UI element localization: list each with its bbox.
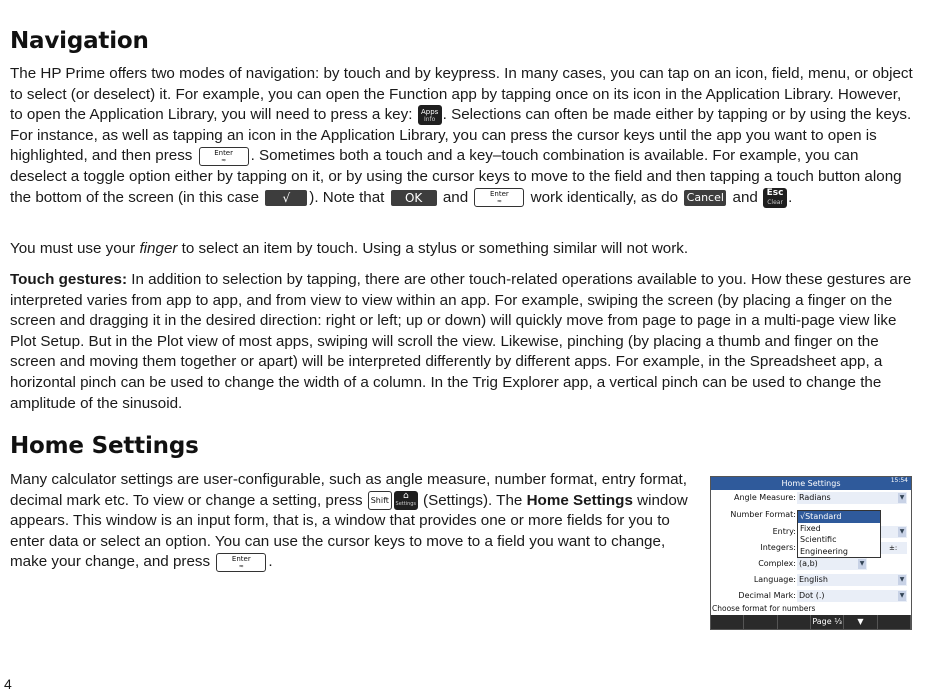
home-settings-paragraph (10, 470, 700, 573)
dropdown-arrow-icon: ▼ (899, 494, 905, 501)
check-softkey-icon: √ (265, 190, 307, 206)
text: work identically, as do (526, 188, 683, 206)
ok-softkey-icon: OK (391, 190, 437, 206)
touch-gestures-paragraph (10, 270, 915, 414)
setting-label: Complex: (758, 559, 796, 568)
screen-softkey-bar (711, 615, 911, 629)
setting-value: (a,b) (799, 559, 818, 568)
screen-help-text: Choose format for numbers (712, 604, 816, 613)
enter-key-icon: Enter ≈ (216, 553, 266, 572)
softkey (744, 615, 777, 629)
text: window appears. This window is an input form, that is, a window that provides one or more fields for you to enter data or select an option. You can use the cursor keys to move to a field you want to change, make your change, and press (10, 491, 688, 571)
navigation-paragraph-1 (10, 64, 915, 208)
setting-row-complex (711, 557, 911, 571)
bold-lead: Touch gestures: (10, 271, 128, 288)
setting-field (797, 558, 867, 570)
cancel-softkey-icon: Cancel (684, 190, 726, 206)
esc-key-icon: Esc Clear (763, 188, 787, 208)
setting-row-angle (711, 491, 911, 505)
home-key-icon: ⌂ Settings (394, 491, 418, 510)
setting-row-decimal-mark (711, 589, 911, 603)
dropdown-arrow-icon: ▼ (899, 528, 905, 535)
text: In addition to selection by tapping, there are other touch-related operations available to you. How these gestures are interpreted varies from app to app, and from view to view within an app. For example, swiping the screen (by placing a finger on the screen and dragging it in the desired direction: right or left; up or down) will quickly move from page to page in a multi-page view like Plot Setup. But in the Plot view of most apps, swiping will scroll the view. Likewise, pinching (by placing a thumb and finger on the screen and moving them together or apart) will be interpreted differently by different apps. For example, in the Spreadsheet app, a horizontal pinch can be used to change the width of a column. In the Trig Explorer app, a vertical pinch can be used to change the amplitude of the sinusoid. (10, 271, 912, 412)
text: Many calculator settings are user-configurable, such as angle measure, number format, entry format, decimal mark etc. To view or change a setting, press (10, 471, 688, 509)
setting-row-language (711, 573, 911, 587)
dropdown-arrow-icon: ▼ (859, 560, 865, 567)
setting-value: Dot (.) (799, 591, 825, 600)
text: You must use your (10, 240, 140, 257)
text: . Selections can often be made either by tapping or by using the keys. For instance, as well as tapping an icon in the Application Library, you can press the cursor keys until the app you want to open is highlighted, and then press (10, 106, 912, 165)
bold-term: Home Settings (526, 491, 633, 509)
apps-key-icon: Apps Info (418, 105, 442, 125)
softkey (878, 615, 911, 629)
softkey (778, 615, 811, 629)
text: and (728, 188, 763, 206)
setting-label: Decimal Mark: (738, 591, 796, 600)
dropdown-option: √Standard (798, 511, 880, 523)
screen-title: Home Settings (711, 477, 911, 490)
softkey-page: Page ⅓ (811, 615, 844, 629)
setting-value: Radians (799, 493, 831, 502)
text: . Sometimes both a touch and a key–touch combination is available. For example, you can deselect a toggle option either by tapping on it, or by using the cursor keys to move to the field and then tapping a touch button along the bottom of the screen (in this case (10, 147, 902, 206)
dropdown-option: Engineering (800, 546, 848, 556)
setting-value: English (799, 575, 828, 584)
dropdown-arrow-icon: ▼ (899, 592, 905, 599)
setting-label: Integers: (760, 543, 796, 552)
softkey (711, 615, 744, 629)
text: The HP Prime offers two modes of navigation: by touch and by keypress. In many cases, you can tap on an icon, field, menu, or object to select (or deselect) it. For example, you can open the Function app by tapping once on its icon in the Application Library. However, to open the Application Library, you will need to press a key: (10, 65, 913, 124)
dropdown-arrow-icon: ▼ (899, 576, 905, 583)
text: (Settings). The (418, 491, 527, 509)
text: . (268, 553, 273, 571)
setting-label: Language: (753, 575, 796, 584)
navigation-paragraph-2 (10, 239, 915, 260)
setting-field (797, 492, 907, 504)
setting-field (797, 590, 907, 602)
heading-navigation: Navigation (10, 28, 149, 54)
enter-key-icon: Enter ≈ (199, 147, 249, 166)
setting-field (797, 574, 907, 586)
shift-key-icon: Shift (368, 491, 392, 510)
softkey-down: ▼ (844, 615, 877, 629)
screen-clock: 15:54 (890, 477, 908, 484)
setting-label: Entry: (772, 527, 796, 536)
setting-label: Number Format: (730, 510, 796, 519)
enter-key-icon: Enter ≈ (474, 188, 524, 207)
dropdown-option: Fixed (800, 523, 821, 533)
dropdown-option: Scientific (800, 535, 837, 544)
text: to select an item by touch. Using a stylus or something similar will not work. (177, 240, 689, 257)
text: . (788, 188, 793, 206)
text: ). Note that (309, 188, 389, 206)
emphasis: finger (139, 240, 178, 257)
text: and (438, 188, 473, 206)
page-number: 4 (4, 676, 12, 692)
integers-sign-mark: ±: (889, 544, 898, 552)
home-settings-screenshot (710, 476, 912, 630)
setting-label: Angle Measure: (733, 493, 796, 502)
heading-home-settings: Home Settings (10, 433, 199, 459)
number-format-dropdown (797, 510, 881, 558)
